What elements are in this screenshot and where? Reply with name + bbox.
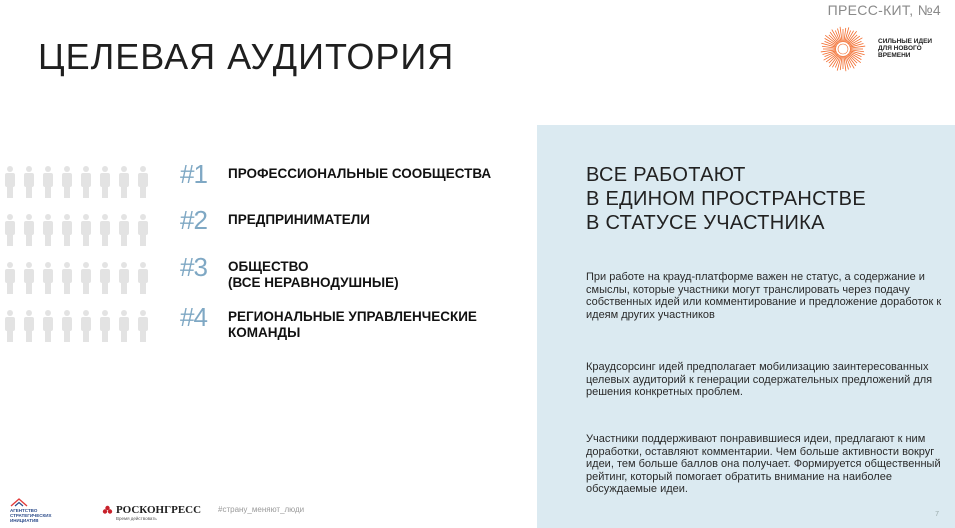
audience-label-line: ПРЕДПРИНИМАТЕЛИ bbox=[228, 212, 370, 227]
kit-label: ПРЕСС-КИТ, №4 bbox=[827, 2, 941, 18]
person-icon bbox=[24, 310, 34, 342]
person-icon bbox=[43, 166, 53, 198]
person-icon bbox=[24, 214, 34, 246]
person-icon bbox=[62, 166, 72, 198]
person-icon bbox=[119, 166, 129, 198]
person-icon bbox=[81, 166, 91, 198]
person-icon bbox=[119, 214, 129, 246]
hashtag: #страну_меняют_люди bbox=[218, 505, 305, 514]
audience-label-line: ПРОФЕССИОНАЛЬНЫЕ СООБЩЕСТВА bbox=[228, 166, 492, 181]
panel-paragraph: Краудсорсинг идей предполагает мобилизацию заинтересованных целевых аудиторий к генерации содержательных предложений для решения конкретных проблем. bbox=[586, 361, 933, 398]
info-panel bbox=[537, 125, 955, 528]
person-icon bbox=[100, 166, 110, 198]
audience-label bbox=[228, 160, 491, 182]
person-icon bbox=[119, 310, 129, 342]
page-number: 7 bbox=[935, 511, 939, 518]
agency-logo bbox=[10, 497, 70, 523]
brand-logo bbox=[820, 26, 950, 72]
audience-label-line: (ВСЕ НЕРАВНОДУШНЫЕ) bbox=[228, 275, 399, 290]
audience-item bbox=[180, 253, 399, 291]
person-icon bbox=[5, 166, 15, 198]
audience-number: #1 bbox=[180, 159, 207, 189]
person-icon bbox=[138, 262, 148, 294]
panel-paragraph: Участники поддерживают понравившиеся идеи, предлагают к ним доработки, оставляют комментарии. Чем больше активности вокруг идеи, тем больше баллов она получает. Формируется общественный рейтинг, который помогает обратить внимание на наиболее обсуждаемые идеи. bbox=[586, 433, 941, 495]
person-icon bbox=[62, 262, 72, 294]
audience-label-line: ОБЩЕСТВО bbox=[228, 259, 309, 274]
person-icon bbox=[43, 310, 53, 342]
person-icon bbox=[138, 214, 148, 246]
sunburst-logo-icon bbox=[820, 26, 866, 72]
logo-text-line: ДЛЯ НОВОГО bbox=[878, 45, 922, 52]
agency-text-line: ИНИЦИАТИВ bbox=[10, 518, 39, 523]
person-icon bbox=[100, 310, 110, 342]
person-icon bbox=[43, 214, 53, 246]
person-icon bbox=[43, 262, 53, 294]
audience-item bbox=[180, 160, 491, 188]
person-icon bbox=[81, 310, 91, 342]
person-icon bbox=[24, 262, 34, 294]
roscongress-name: РОСКОНГРЕСС bbox=[116, 504, 202, 516]
logo-text-line: ВРЕМЕНИ bbox=[878, 52, 911, 59]
panel-heading-line: ВСЕ РАБОТАЮТ bbox=[586, 164, 746, 186]
audience-label-line: КОМАНДЫ bbox=[228, 325, 301, 340]
person-icon bbox=[100, 214, 110, 246]
audience-label bbox=[228, 253, 399, 291]
person-icon bbox=[138, 310, 148, 342]
panel-heading-line: В СТАТУСЕ УЧАСТНИКА bbox=[586, 212, 825, 234]
logo-text bbox=[878, 38, 948, 59]
person-icon bbox=[5, 262, 15, 294]
people-pattern bbox=[0, 160, 160, 350]
panel-heading-line: В ЕДИНОМ ПРОСТРАНСТВЕ bbox=[586, 188, 866, 210]
panel-heading bbox=[586, 163, 866, 235]
logo-text-line: СИЛЬНЫЕ ИДЕИ bbox=[878, 38, 933, 45]
audience-number: #3 bbox=[180, 252, 207, 282]
audience-item bbox=[180, 303, 477, 341]
panel-paragraph: При работе на крауд-платформе важен не статус, а содержание и смыслы, которые участники могут транслировать через подачу собственных идей или комментирование и предложение доработок к идеям других участников bbox=[586, 271, 942, 321]
person-icon bbox=[62, 310, 72, 342]
audience-label bbox=[228, 303, 477, 341]
person-icon bbox=[62, 214, 72, 246]
audience-label-line: РЕГИОНАЛЬНЫЕ УПРАВЛЕНЧЕСКИЕ bbox=[228, 309, 477, 324]
agency-text-line: АГЕНТСТВО bbox=[10, 508, 38, 513]
roscongress-sub: Время действовать bbox=[116, 516, 157, 521]
person-icon bbox=[100, 262, 110, 294]
person-icon bbox=[119, 262, 129, 294]
page-title: ЦЕЛЕВАЯ АУДИТОРИЯ bbox=[38, 36, 455, 77]
person-icon bbox=[81, 214, 91, 246]
agency-arrow-icon bbox=[10, 497, 28, 507]
person-icon bbox=[138, 166, 148, 198]
audience-label bbox=[228, 206, 370, 228]
roscongress-logo bbox=[102, 504, 201, 521]
audience-number: #4 bbox=[180, 302, 207, 332]
audience-number: #2 bbox=[180, 205, 207, 235]
person-icon bbox=[24, 166, 34, 198]
footer bbox=[10, 497, 530, 525]
person-icon bbox=[5, 214, 15, 246]
person-icon bbox=[5, 310, 15, 342]
agency-text-line: СТРАТЕГИЧЕСКИХ bbox=[10, 513, 52, 518]
audience-item bbox=[180, 206, 370, 234]
roscongress-flower-icon bbox=[102, 505, 113, 516]
person-icon bbox=[81, 262, 91, 294]
